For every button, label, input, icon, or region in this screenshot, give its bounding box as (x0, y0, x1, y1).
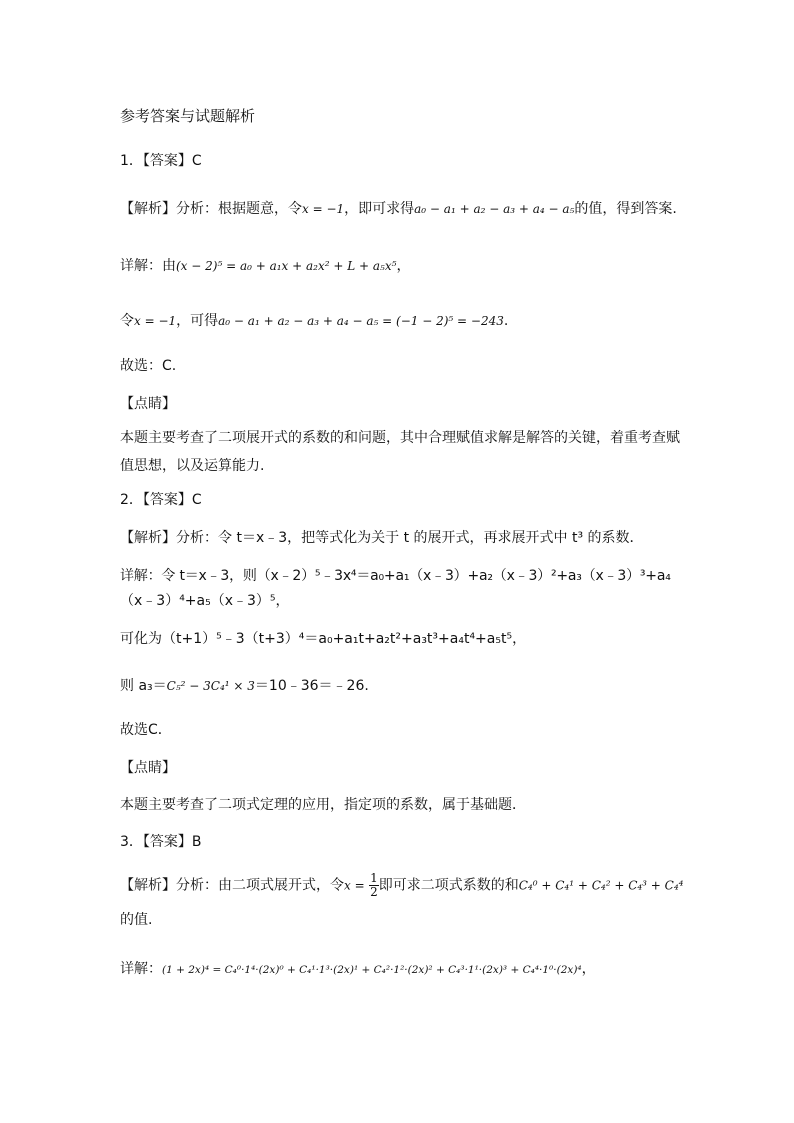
q3-analysis (120, 872, 683, 899)
q2-result (120, 677, 369, 695)
q2-choice: 故选C． (120, 722, 172, 738)
q1-substitution (120, 312, 508, 330)
q1-analysis (120, 200, 677, 218)
q3-detail-expr: (1 + 2x)⁴ = C₄⁰·1⁴·(2x)⁰ + C₄¹·1³·(2x)¹ + C₄²·1²·(2x)² + C₄³·1¹·(2x)³ + C₄⁴·1⁰·(2x)⁴ (162, 964, 582, 976)
q2-detail-line2: （x﹣3）⁴+a₅（x﹣3）⁵， (120, 593, 290, 609)
q1-let-prefix: 令 (120, 313, 134, 329)
q3-analysis-mid: 即可求二项式系数的和 (378, 877, 519, 894)
q3-detail-prefix: 详解： (120, 961, 162, 977)
q1-analysis-x: x = −1 (302, 202, 345, 216)
q2-detail-line3: 可化为（t+1）⁵﹣3（t+3）⁴＝a₀+a₁t+a₂t²+a₃t³+a₄t⁴+a₅t⁵， (120, 631, 527, 647)
q3-analysis-fraction (369, 872, 379, 899)
q2-answer: 2．【答案】C (120, 492, 202, 508)
q1-choice: 故选：C. (120, 358, 177, 374)
fraction-denominator: 2 (370, 885, 378, 899)
q3-analysis-prefix: 【解析】分析：由二项式展开式，令 (120, 877, 344, 894)
q1-let-expr: a₀ − a₁ + a₂ − a₃ + a₄ − a₅ = (−1 − 2)⁵ = −243 (218, 314, 504, 328)
q1-detail-suffix: ， (396, 258, 411, 274)
q1-answer: 1．【答案】C (120, 153, 202, 169)
q2-result-prefix: 则 a₃＝ (120, 678, 167, 694)
q1-comment-heading: 【点睛】 (120, 396, 176, 412)
q1-detail (120, 257, 410, 275)
q3-detail-suffix: ， (581, 961, 596, 977)
q1-analysis-prefix: 【解析】分析：根据题意，令 (120, 201, 302, 217)
q3-answer: 3．【答案】B (120, 834, 202, 850)
q1-detail-prefix: 详解：由 (120, 258, 176, 274)
fraction-numerator: 1 (370, 871, 378, 885)
q2-comment-heading: 【点睛】 (120, 760, 176, 776)
q2-result-expr: C₅² − 3C₄¹ × 3 (166, 679, 255, 693)
q2-analysis: 【解析】分析：令 t＝x﹣3，把等式化为关于 t 的展开式，再求展开式中 t³ 的系数． (120, 530, 644, 546)
q1-analysis-expr: a₀ − a₁ + a₂ − a₃ + a₄ − a₅ (414, 202, 575, 216)
q2-result-suffix: ＝10﹣36＝﹣26. (254, 678, 369, 694)
q1-let-mid: ，可得 (176, 313, 219, 329)
q1-comment-text: 本题主要考查了二项展开式的系数的和问题，其中合理赋值求解是解答的关键，着重考查赋值思想，以及运算能力. (120, 430, 680, 474)
q3-analysis-x-lhs: x = (344, 878, 365, 893)
page-title: 参考答案与试题解析 (120, 107, 256, 125)
q2-comment-text: 本题主要考查了二项式定理的应用，指定项的系数，属于基础题． (120, 797, 526, 813)
q1-let-x: x = −1 (134, 314, 177, 328)
q1-detail-expr: (x − 2)⁵ = a₀ + a₁x + a₂x² + L + a₅x⁵ (176, 259, 397, 273)
q2-detail-line1: 详解：令 t＝x﹣3，则（x﹣2）⁵﹣3x⁴＝a₀+a₁（x﹣3）+a₂（x﹣3）²+a₃（x﹣3）³+a₄ (120, 568, 671, 584)
q3-analysis-line2: 的值. (120, 912, 153, 928)
q1-analysis-suffix: 的值，得到答案. (574, 201, 677, 217)
q3-detail (120, 960, 596, 979)
q1-let-suffix: . (503, 313, 509, 329)
q3-analysis-expr: C₄⁰ + C₄¹ + C₄² + C₄³ + C₄⁴ (518, 878, 684, 893)
q1-analysis-mid: ，即可求得 (344, 201, 415, 217)
